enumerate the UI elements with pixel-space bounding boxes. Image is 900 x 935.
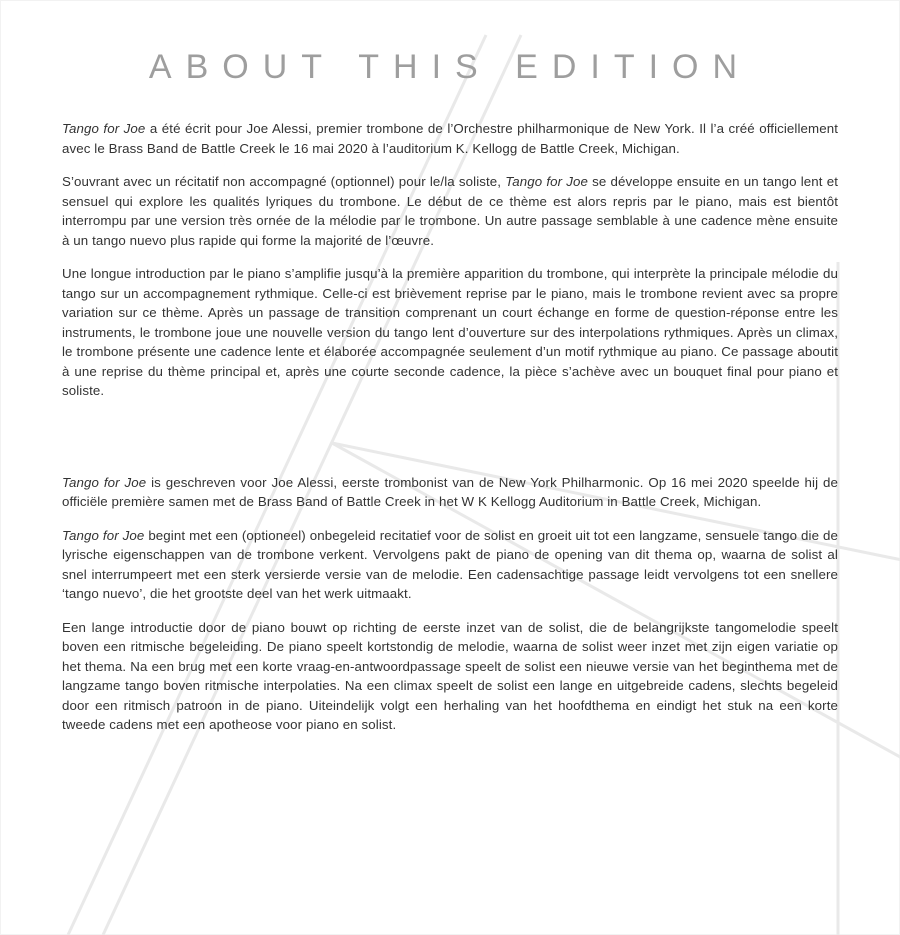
page-title: ABOUT THIS EDITION [148, 48, 752, 86]
work-title: Tango for Joe [62, 527, 145, 543]
paragraph-fr-3 [62, 264, 838, 401]
text-segment: S’ouvrant avec un récitatif non accompagné (optionnel) pour le/la soliste, [62, 174, 506, 189]
edition-notes [62, 119, 838, 735]
paragraph-fr-2 [62, 172, 838, 250]
text-segment: se développe ensuite en un tango lent et sensuel qui explore les qualités lyriques du trombone. Le début de ce thème est alors repris par le piano, mais est bientôt interrompu par une version très ornée de la mélodie par le trombone. Un autre passage semblable à une cadence mène ensuite à un tango nuevo plus rapide qui forme la majorité de l’œuvre. [62, 174, 838, 248]
work-title: Tango for Joe [62, 474, 147, 490]
paragraph-fr-1 [62, 119, 838, 158]
text-segment: a été écrit pour Joe Alessi, premier trombone de l’Orchestre philharmonique de New York. Il l’a créé officiellement avec le Brass Band de Battle Creek le 16 mai 2020 à l’auditorium K. Kellogg de Battle Creek, Michigan. [62, 121, 838, 156]
paragraph-nl-3 [62, 618, 838, 735]
work-title: Tango for Joe [62, 121, 146, 136]
section-french [62, 119, 838, 401]
text-segment: begint met een (optioneel) onbegeleid recitatief voor de solist en groeit uit tot een langzame, sensuele tango die de lyrische eigenschappen van de trombone verkent. Vervolgens pakt de piano de opening van dit thema op, waarna de solist al snel interrumpeert met een sterk versierde versie van de melodie. Een cadensachtige passage leidt vervolgens tot een snellere ‘tango nuevo’, die het grootste deel van het werk uitmaakt. [62, 527, 838, 601]
text-segment: Een lange introductie door de piano bouwt op richting de eerste inzet van de solist, die de belangrijkste tangomelodie speelt boven een ritmische begeleiding. De piano speelt kortstondig de melodie, waarna de solist weer inzet met zijn eigen variatie op het thema. Na een brug met een korte vraag-en-antwoordpassage speelt de solist een nieuwe versie van het beginthema met de langzame tango boven ritmische interpolaties. Na een climax speelt de solist een lange en uitgebreide cadens, slechts begeleid door een ritmisch patroon in de piano. Uiteindelijk volgt een herhaling van het hoofdthema en eindigt het stuk na een korte tweede cadens met een apotheose voor piano en solist. [62, 619, 838, 732]
paragraph-nl-1 [62, 473, 838, 512]
text-segment: Une longue introduction par le piano s’amplifie jusqu’à la première apparition du trombone, qui interprète la principale mélodie du tango sur un accompagnement rythmique. Celle-ci est brièvement reprise par le piano, mais le trombone revient avec sa propre variation sur ce thème. Après un passage de transition comprenant un court échange en forme de question-réponse entre les instruments, le trombone joue une nouvelle version du tango lent d’ouverture sur des interpolations rythmiques. Après un climax, le trombone présente une cadence lente et élaborée accompagnée seulement d’un motif rythmique au piano. Ce passage aboutit à une reprise du thème principal et, après une courte seconde cadence, la pièce s’achève avec un bouquet final pour piano et soliste. [62, 266, 838, 398]
paragraph-nl-2 [62, 526, 838, 604]
text-segment: is geschreven voor Joe Alessi, eerste trombonist van de New York Philharmonic. Op 16 mei 2020 speelde hij de officiële première samen met de Brass Band of Battle Creek in het W K Kellogg Auditorium in Battle Creek, Michigan. [62, 474, 838, 509]
section-dutch [62, 473, 838, 735]
work-title: Tango for Joe [505, 174, 589, 189]
